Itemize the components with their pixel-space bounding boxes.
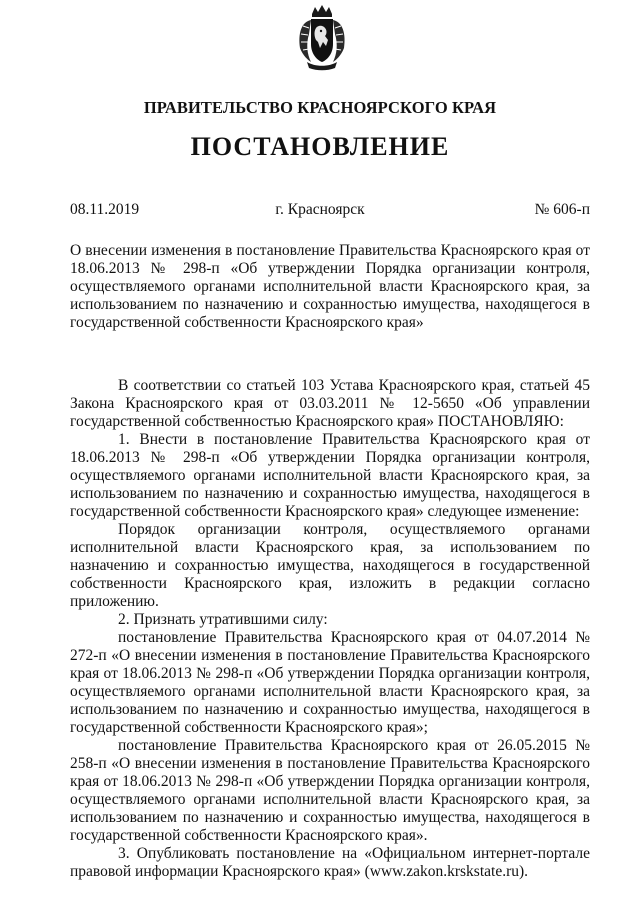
- document-date: 08.11.2019: [70, 201, 140, 218]
- document-body: [70, 377, 590, 881]
- document-type-title: ПОСТАНОВЛЕНИЕ: [190, 132, 450, 161]
- body-paragraph: В соответствии со статьей 103 Устава Красноярского края, статьей 45 Закона Красноярского края от 03.03.2011 № 12-5650 «Об управлении государственной собственностью Красноярского края» ПОСТАНОВЛЯЮ:: [70, 377, 590, 430]
- body-paragraph: Порядок организации контроля, осуществляемого органами исполнительной власти Красноярского края, за использованием по назначению и сохранностью имущества, находящегося в государственной собственности Красноярского края, изложить в редакции согласно приложению.: [70, 521, 590, 610]
- body-paragraph: постановление Правительства Красноярского края от 26.05.2015 № 258-п «О внесении изменения в постановление Правительства Красноярского края от 18.06.2013 № 298-п «Об утверждении Порядка организации контроля, осуществляемого органами исполнительной власти Красноярского края, за использованием по назначению и сохранностью имущества, находящегося в государственной собственности Красноярского края».: [70, 737, 590, 844]
- document-city: г. Красноярск: [275, 201, 365, 218]
- body-paragraph: постановление Правительства Красноярского края от 04.07.2014 № 272-п «О внесении изменения в постановление Правительства Красноярского края от 18.06.2013 № 298-п «Об утверждении Порядка организации контроля, осуществляемого органами исполнительной власти Красноярского края, за использованием по назначению и сохранностью имущества, находящегося в государственной собственности Красноярского края»;: [70, 629, 590, 736]
- document-subject: О внесении изменения в постановление Правительства Красноярского края от 18.06.2013 № 298-п «Об утверждении Порядка организации контроля, осуществляемого органами исполнительной власти Красноярского края, за использованием по назначению и сохранностью имущества, находящегося в государственной собственности Красноярского края»: [70, 242, 590, 331]
- coat-of-arms-icon: [297, 4, 347, 72]
- government-title: ПРАВИТЕЛЬСТВО КРАСНОЯРСКОГО КРАЯ: [143, 98, 497, 117]
- body-paragraph: 3. Опубликовать постановление на «Официальном интернет-портале правовой информации Красноярского края» (www.zakon.krskstate.ru).: [70, 845, 590, 880]
- body-paragraph: 1. Внести в постановление Правительства Красноярского края от 18.06.2013 № 298-п «Об утверждении Порядка организации контроля, осуществляемого органами исполнительной власти Красноярского края, за использованием по назначению и сохранностью имущества, находящегося в государственной собственности Красноярского края» следующее изменение:: [70, 431, 590, 520]
- document-number: № 606-п: [534, 201, 590, 218]
- body-paragraph: 2. Признать утратившими силу:: [118, 611, 328, 628]
